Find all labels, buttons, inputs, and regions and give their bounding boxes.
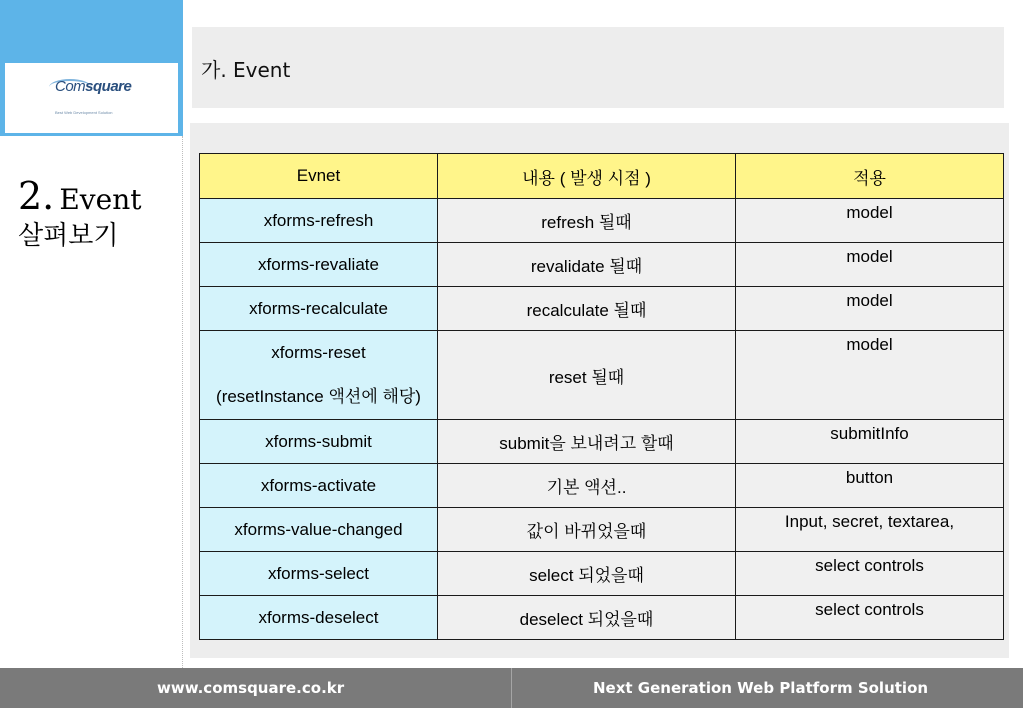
column-header-when: 내용 ( 발생 시점 ) <box>438 154 736 199</box>
table-row <box>200 464 1004 508</box>
event-when-cell: 기본 액션.. <box>438 464 736 508</box>
event-when-cell: deselect 되었을때 <box>438 596 736 640</box>
table-header-row <box>200 154 1004 199</box>
event-applies-cell: model <box>736 287 1004 331</box>
event-when-cell: 값이 바뀌었을때 <box>438 508 736 552</box>
section-title-word: Event <box>59 183 142 216</box>
footer <box>0 668 1023 708</box>
event-name-cell: xforms-value-changed <box>200 508 438 552</box>
event-applies-cell: button <box>736 464 1004 508</box>
logo-panel <box>0 0 183 136</box>
left-divider <box>182 136 183 668</box>
table-row <box>200 243 1004 287</box>
header-band <box>192 27 1004 108</box>
event-name-cell: xforms-activate <box>200 464 438 508</box>
footer-slogan: Next Generation Web Platform Solution <box>593 679 929 697</box>
logo-tagline: Best Web Development Solution <box>55 110 113 115</box>
event-when-cell: recalculate 될때 <box>438 287 736 331</box>
table-row <box>200 596 1004 640</box>
logo <box>5 63 178 133</box>
event-applies-cell: submitInfo <box>736 420 1004 464</box>
section-subtitle: 살펴보기 <box>18 221 119 251</box>
table-row <box>200 420 1004 464</box>
event-applies-cell: model <box>736 243 1004 287</box>
table-row <box>200 508 1004 552</box>
table-row <box>200 552 1004 596</box>
footer-divider <box>511 668 512 708</box>
event-name-cell: xforms-recalculate <box>200 287 438 331</box>
table-row <box>200 199 1004 243</box>
event-when-cell: revalidate 될때 <box>438 243 736 287</box>
event-name-cell <box>200 331 438 420</box>
event-name-cell: xforms-submit <box>200 420 438 464</box>
event-note: (resetInstance 액션에 해당) <box>216 387 421 406</box>
event-applies-cell: select controls <box>736 552 1004 596</box>
footer-url[interactable]: www.comsquare.co.kr <box>157 679 345 697</box>
event-applies-cell: select controls <box>736 596 1004 640</box>
event-table <box>199 153 1004 640</box>
event-name-cell: xforms-revaliate <box>200 243 438 287</box>
table-row <box>200 287 1004 331</box>
logo-text-com: Com <box>55 78 86 95</box>
column-header-applies: 적용 <box>736 154 1004 199</box>
event-when-cell: select 되었을때 <box>438 552 736 596</box>
event-applies-cell: model <box>736 199 1004 243</box>
event-applies-cell: Input, secret, textarea, <box>736 508 1004 552</box>
event-applies-cell: model <box>736 331 1004 420</box>
logo-text-square: square <box>85 78 132 95</box>
section-title <box>18 174 142 255</box>
event-when-cell: refresh 될때 <box>438 199 736 243</box>
event-name-cell: xforms-deselect <box>200 596 438 640</box>
page-title: 가. Event <box>201 58 291 82</box>
event-when-cell: submit을 보내려고 할때 <box>438 420 736 464</box>
event-when-cell: reset 될때 <box>438 331 736 420</box>
logo-wordmark <box>55 78 131 95</box>
event-name-cell: xforms-refresh <box>200 199 438 243</box>
event-name-cell: xforms-select <box>200 552 438 596</box>
column-header-event: Evnet <box>200 154 438 199</box>
section-number: 2. <box>18 174 55 218</box>
event-name: xforms-reset <box>271 343 366 362</box>
table-row <box>200 331 1004 420</box>
